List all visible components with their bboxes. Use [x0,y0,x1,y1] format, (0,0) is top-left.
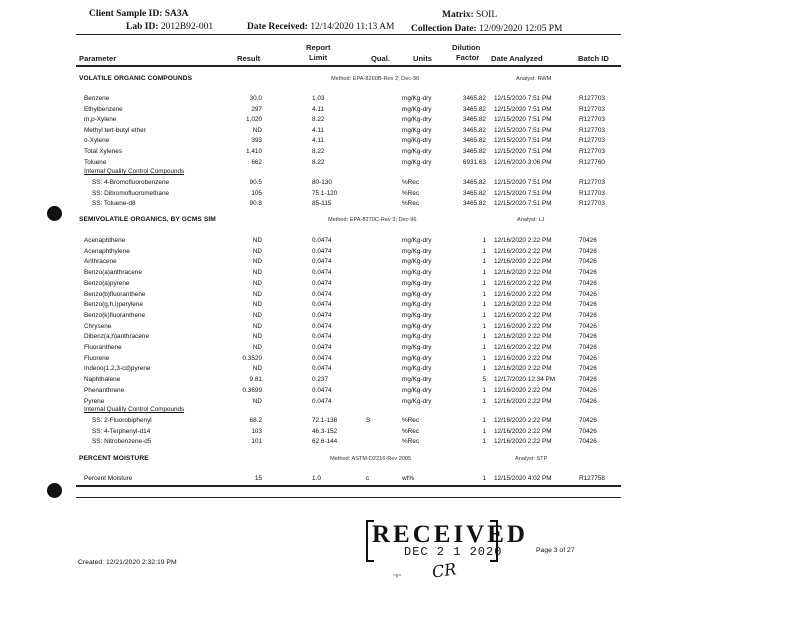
result-value: 0.3520 [242,354,262,362]
result-value: ND [252,290,262,298]
result-value: ND [252,126,262,134]
dilution-factor: 6931.63 [462,158,486,166]
analyte-name: Benzo(g,h,i)perylene [84,301,143,309]
units: %Rec [402,189,420,197]
batch-id: R127703 [579,95,605,102]
batch-id: 70426 [579,322,597,330]
batch-id: 70426 [579,365,597,373]
dilution-factor: 3465.82 [462,95,486,102]
report-limit: 0.0474 [312,311,332,319]
analyte-name: Benzo(a)pyrene [84,279,130,287]
table-row [0,199,800,210]
report-limit: 8.22 [312,158,325,166]
table-row [0,300,800,311]
result-value: 30.0 [249,95,262,102]
units: %Rec [402,427,420,435]
collection-date [411,24,562,34]
date-analyzed: 12/15/2020 7:51 PM [494,179,552,186]
units: mg/Kg-dry [402,269,432,277]
units: mg/Kg-dry [402,279,432,287]
units: mg/Kg-dry [402,311,432,319]
units: mg/Kg-dry [402,158,432,166]
col-batch-id: Batch ID [578,54,609,63]
table-row [0,94,800,105]
table-row [0,115,800,126]
client-sample-id-label: Client Sample ID: [89,9,163,19]
date-analyzed: 12/16/2020 2:22 PM [494,417,552,424]
date-analyzed: 12/16/2020 2:22 PM [494,427,552,435]
table-row [0,189,800,200]
table-row [0,290,800,301]
analyte-name: Acenaphthylene [84,247,130,255]
analyte-name: Anthracene [84,258,117,266]
analyte-name: Naphthalene [84,376,121,384]
report-limit: 1.0 [312,475,321,482]
batch-id: R127703 [579,137,605,145]
batch-id: R127703 [579,105,605,113]
analyte-name: Dibenz(a,h)anthracene [84,333,150,341]
dilution-factor: 1 [482,290,486,298]
report-limit: 0.0474 [312,247,332,255]
date-analyzed: 12/16/2020 2:22 PM [494,247,552,255]
date-analyzed: 12/16/2020 2:22 PM [494,290,552,298]
batch-id: 70426 [579,237,597,244]
units: %Rec [402,200,420,208]
batch-id: 70426 [579,333,597,341]
section-title-moisture: PERCENT MOISTURE [79,455,149,462]
table-row [0,257,800,268]
units: mg/Kg-dry [402,386,432,394]
batch-id: R127703 [579,148,605,155]
report-limit: 0.0474 [312,269,332,277]
dilution-factor: 1 [482,279,486,287]
table-row [0,386,800,397]
report-limit: 75.1-120 [312,189,338,197]
units: mg/Kg-dry [402,301,432,309]
dilution-factor: 3465.82 [462,116,486,124]
date-received-label: Date Received: [247,22,308,32]
result-value: ND [252,397,262,405]
table-row [0,364,800,375]
analyte-name: Ethylbenzene [84,105,123,113]
analyte-name: o-Xylene [84,137,110,145]
result-value: ND [252,247,262,255]
table-row [0,474,800,485]
col-report-limit-1: Report [306,43,331,52]
date-analyzed: 12/16/2020 2:22 PM [494,279,552,287]
analyte-name: Toluene [84,158,107,166]
analyte-name: Methyl tert-butyl ether [84,126,146,134]
report-limit: 0.0474 [312,397,332,405]
dilution-factor: 5 [482,376,486,384]
dilution-factor: 1 [482,438,486,446]
report-limit: 72.1-138 [312,417,338,424]
table-row [0,343,800,354]
col-report-limit-2: Limit [309,53,328,62]
analyte-name: Phenanthrene [84,386,125,394]
units: mg/Kg-dry [402,95,432,102]
dilution-factor: 1 [482,344,486,351]
batch-id: 70426 [579,344,597,351]
table-row [0,354,800,365]
result-value: 1,410 [246,148,262,155]
batch-id: 70426 [579,397,597,405]
batch-id: R127758 [579,475,605,482]
report-limit: 46.3-152 [312,427,338,435]
batch-id: 70426 [579,247,597,255]
batch-id: 70426 [579,290,597,298]
units: mg/Kg-dry [402,365,432,373]
batch-id: 70426 [579,386,597,394]
created-timestamp: Created: 12/21/2020 2:32:19 PM [78,559,177,566]
date-analyzed: 12/16/2020 2:22 PM [494,365,552,373]
units: mg/Kg-dry [402,126,432,134]
date-analyzed: 12/16/2020 2:22 PM [494,354,552,362]
units: %Rec [402,179,420,186]
section-title-voc: VOLATILE ORGANIC COMPOUNDS [79,75,193,82]
result-value: ND [252,333,262,341]
result-value: 9.81 [249,376,262,384]
dilution-factor: 1 [482,417,486,424]
analyte-name: Benzo(b)fluoranthene [84,290,146,298]
qc-title-voc: Internal Quality Control Compounds [84,168,185,175]
footer-rule [76,497,621,498]
report-limit: 0.0474 [312,279,332,287]
units: mg/Kg-dry [402,247,432,255]
table-row [0,236,800,247]
header-rule [76,34,621,35]
page-number: Page 3 of 27 [536,547,575,554]
report-limit: 0.0474 [312,354,332,362]
analyte-name: SS: Nitrobenzene-d5 [92,438,152,446]
qualifier: c [366,475,370,482]
method-voc: Method: EPA-8260B-Rev 2; Dec-96 [331,76,420,82]
result-value: 101 [251,438,262,446]
units: mg/Kg-dry [402,322,432,330]
batch-id: 70426 [579,417,597,424]
collection-date-value: 12/09/2020 12:05 PM [479,24,563,34]
table-row [0,279,800,290]
analyte-name: SS: Dibromofluoromethane [92,189,170,197]
result-value: 103 [251,427,262,435]
batch-id: 70426 [579,269,597,277]
table-bottom-rule [76,485,621,487]
col-dilution-2: Factor [456,53,480,62]
dilution-factor: 1 [482,269,486,277]
col-date-analyzed: Date Analyzed [491,54,543,63]
date-analyzed: 12/16/2020 2:22 PM [494,386,552,394]
date-analyzed: 12/16/2020 3:06 PM [494,158,552,166]
batch-id: 70426 [579,279,597,287]
matrix [442,10,497,20]
col-dilution-1: Dilution [452,43,481,52]
units: mg/Kg-dry [402,397,432,405]
batch-id: 70426 [579,438,597,446]
table-row [0,158,800,169]
analyst-moisture: Analyst: STP [515,456,548,462]
report-limit: 4.11 [312,105,324,113]
analyte-name: Fluoranthene [84,344,122,351]
result-value: ND [252,365,262,373]
client-sample-id [89,9,189,19]
analyst-svoc: Analyst: LJ [517,217,545,223]
date-analyzed: 12/16/2020 2:22 PM [494,301,552,309]
date-analyzed: 12/16/2020 2:22 PM [494,258,552,266]
handwritten-initials: CR [430,559,458,582]
dilution-factor: 1 [482,237,486,244]
punch-hole-bottom [47,483,62,498]
batch-id: R127703 [579,116,605,124]
dilution-factor: 1 [482,397,486,405]
date-received-value: 12/14/2020 11:13 AM [310,22,395,32]
dilution-factor: 3465.82 [462,148,486,155]
result-value: 662 [251,158,262,166]
report-limit: 8.22 [312,148,325,155]
dilution-factor: 3465.82 [462,189,486,197]
dilution-factor: 3465.82 [462,137,486,145]
section-title-svoc: SEMIVOLATILE ORGANICS, BY GCMS SIM [79,216,216,223]
batch-id: R127703 [579,179,605,186]
lab-id [126,22,213,32]
date-analyzed: 12/15/2020 7:51 PM [494,95,552,102]
units: mg/Kg-dry [402,333,432,341]
result-value: ND [252,311,262,319]
result-value: 0.3699 [242,386,262,394]
result-value: 1,020 [246,116,262,124]
dilution-factor: 1 [482,301,486,309]
report-limit: 80-130 [312,179,332,186]
report-limit: 62.6-144 [312,438,338,446]
date-analyzed: 12/16/2020 2:22 PM [494,269,552,277]
units: %Rec [402,417,420,424]
date-analyzed: 12/16/2020 2:22 PM [494,322,552,330]
date-analyzed: 12/15/2020 7:51 PM [494,116,552,124]
result-value: ND [252,301,262,309]
report-limit: 0.0474 [312,386,332,394]
report-limit: 85-115 [312,200,332,208]
matrix-label: Matrix: [442,10,474,20]
punch-hole-top [47,206,62,221]
table-row [0,332,800,343]
result-value: 393 [251,137,262,145]
batch-id: 70426 [579,311,597,319]
report-limit: 0.0474 [312,290,332,298]
dilution-factor: 3465.82 [462,200,486,208]
batch-id: 70426 [579,376,597,384]
col-parameter: Parameter [79,54,117,63]
date-analyzed: 12/16/2020 2:22 PM [494,237,552,244]
result-value: 90.8 [249,200,262,208]
report-limit: 0.0474 [312,237,332,244]
batch-id: 70426 [579,427,597,435]
analyte-name: SS: Toluene-d8 [92,200,136,208]
dilution-factor: 3465.82 [462,126,486,134]
dilution-factor: 1 [482,333,486,341]
column-header-rule [76,65,621,67]
analyte-name: Fluorene [84,354,110,362]
units: mg/Kg-dry [402,344,432,351]
units: mg/Kg-dry [402,137,432,145]
matrix-value: SOIL [476,10,498,20]
table-row [0,322,800,333]
dilution-factor: 1 [482,386,486,394]
analyst-voc: Analyst: RWM [516,76,552,82]
result-value: 15 [254,475,262,482]
dilution-factor: 3465.82 [462,179,486,186]
batch-id: 70426 [579,258,597,266]
date-analyzed: 12/16/2020 2:22 PM [494,333,552,341]
report-limit: 8.22 [312,116,325,124]
date-analyzed: 12/15/2020 7:51 PM [494,200,552,208]
date-analyzed: 12/15/2020 7:51 PM [494,105,552,113]
analyte-name: Benzene [84,95,110,102]
table-row [0,311,800,322]
units: mg/Kg-dry [402,290,432,298]
units: mg/Kg-dry [402,258,432,266]
analyte-name: Pyrene [84,397,105,405]
analyte-name: SS: 4-Bromofluorobenzene [92,179,170,186]
table-row [0,147,800,158]
col-units: Units [413,54,432,63]
analyte-name: Benzo(k)fluoranthene [84,311,146,319]
stamp-mark: ⁼ᵖ⁼ [393,574,402,580]
date-analyzed: 12/15/2020 7:51 PM [494,137,552,145]
qc-title-svoc: Internal Quality Control Compounds [84,406,185,413]
table-row [0,268,800,279]
analyte-name: SS: 4-Terphenyl-d14 [92,427,151,435]
date-analyzed: 12/17/2020 12:34 PM [494,376,556,384]
batch-id: 70426 [579,301,597,309]
dilution-factor: 1 [482,354,486,362]
dilution-factor: 3465.82 [462,105,486,113]
report-limit: 1.03 [312,95,325,102]
batch-id: R127703 [579,200,605,208]
batch-id: R127703 [579,189,605,197]
collection-date-label: Collection Date: [411,24,477,34]
date-analyzed: 12/15/2020 7:51 PM [494,148,552,155]
table-row [0,375,800,386]
batch-id: R127760 [579,158,605,166]
result-value: ND [252,237,262,244]
qualifier: S [366,417,371,424]
dilution-factor: 1 [482,365,486,373]
analyte-name: Chrysene [84,322,112,330]
dilution-factor: 1 [482,311,486,319]
result-value: 105 [251,189,262,197]
table-row [0,247,800,258]
result-value: 90.5 [249,179,262,186]
batch-id: 70426 [579,354,597,362]
report-limit: 0.0474 [312,333,332,341]
result-value: ND [252,344,262,351]
dilution-factor: 1 [482,427,486,435]
table-row [0,427,800,438]
date-analyzed: 12/16/2020 2:22 PM [494,397,552,405]
col-result: Result [237,54,261,63]
table-row [0,416,800,427]
analyte-name: m,p-Xylene [84,116,117,124]
units: wt% [402,475,415,482]
date-analyzed: 12/16/2020 2:22 PM [494,311,552,319]
analyte-name: Total Xylenes [84,148,123,155]
report-limit: 0.0474 [312,365,332,373]
report-limit: 4.11 [312,126,324,134]
units: mg/Kg-dry [402,148,432,155]
units: mg/Kg-dry [402,116,432,124]
result-value: 297 [251,105,262,113]
analyte-name: Acenaphthene [84,237,126,244]
table-row [0,437,800,448]
lab-id-value: 2012B92-001 [160,22,214,32]
analyte-name: Percent Moisture [84,475,133,482]
date-analyzed: 12/16/2020 2:22 PM [494,344,552,351]
result-value: ND [252,322,262,330]
client-sample-id-value: SA3A [164,9,189,19]
report-limit: 0.237 [312,376,328,384]
date-analyzed: 12/16/2020 2:22 PM [494,438,552,446]
method-moisture: Method: ASTM-D2216-Rev 2005 [330,456,412,462]
analyte-name: Indeno(1,2,3-cd)pyrene [84,365,151,373]
dilution-factor: 1 [482,322,486,330]
result-value: 68.2 [249,417,262,424]
report-limit: 0.0474 [312,258,332,266]
col-qual: Qual. [371,54,390,63]
units: mg/Kg-dry [402,105,432,113]
dilution-factor: 1 [482,475,486,482]
result-value: ND [252,269,262,277]
table-row [0,126,800,137]
report-limit: 4.11 [312,137,324,145]
dilution-factor: 1 [482,247,486,255]
date-analyzed: 12/15/2020 4:02 PM [494,475,552,482]
report-limit: 0.0474 [312,322,332,330]
dilution-factor: 1 [482,258,486,266]
units: mg/Kg-dry [402,376,432,384]
date-analyzed: 12/15/2020 7:51 PM [494,126,552,134]
result-value: ND [252,279,262,287]
date-analyzed: 12/15/2020 7:51 PM [494,189,552,197]
analyte-name: Benzo(a)anthracene [84,269,142,277]
received-stamp-date: DEC 2 1 2020 [404,545,503,559]
analyte-name: SS: 2-Fluorobiphenyl [92,417,152,424]
received-stamp-word: RECEIVED [372,521,528,548]
units: mg/Kg-dry [402,354,432,362]
report-limit: 0.0474 [312,301,332,309]
result-value: ND [252,258,262,266]
table-row [0,105,800,116]
date-received [247,22,394,32]
units: %Rec [402,438,420,446]
method-svoc: Method: EPA-8270C-Rev 3; Dec-96 [328,217,417,223]
batch-id: R127703 [579,126,605,134]
lab-id-label: Lab ID: [126,22,159,32]
units: mg/Kg-dry [402,237,432,244]
table-row [0,178,800,189]
table-row [0,136,800,147]
report-limit: 0.0474 [312,344,332,351]
